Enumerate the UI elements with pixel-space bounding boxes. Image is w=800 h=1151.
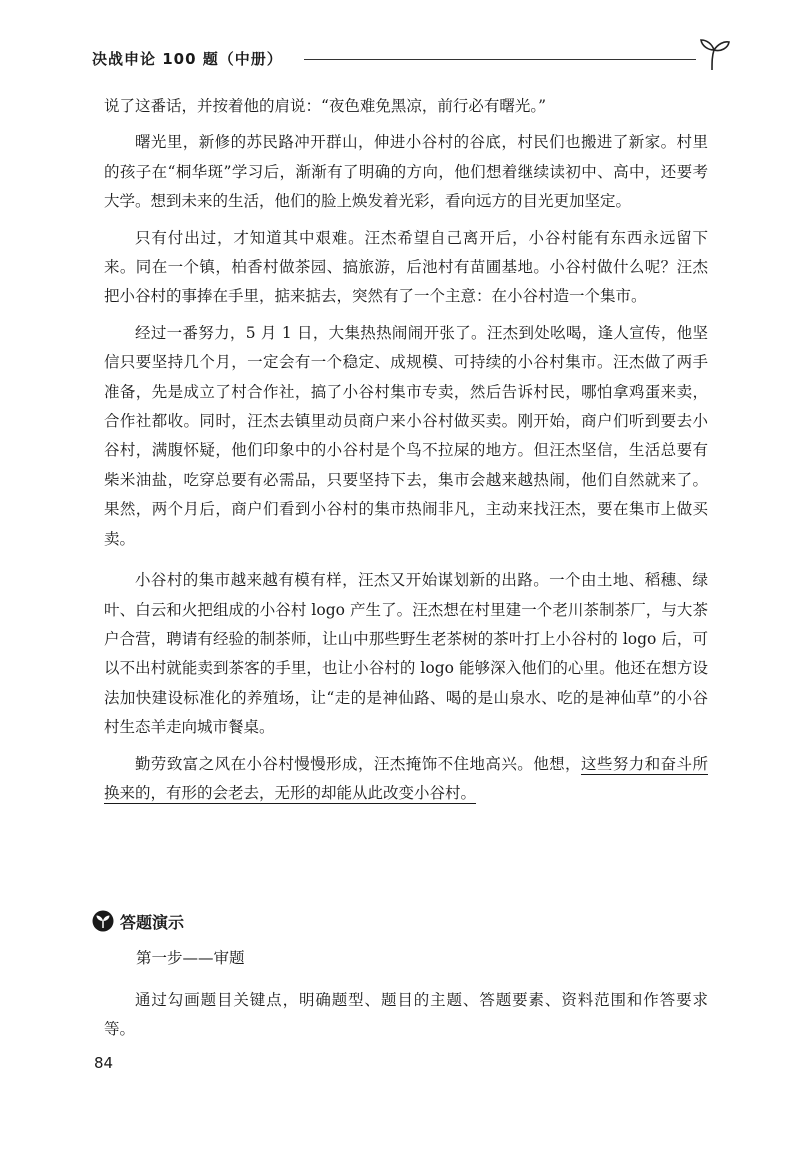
paragraph-1: 说了这番话，并按着他的肩说：“夜色难免黑凉，前行必有曙光。” bbox=[104, 97, 547, 115]
paragraph-6-text: 勤劳致富之风在小谷村慢慢形成，汪杰掩饰不住地高兴。他想， bbox=[135, 754, 581, 773]
paragraph-3: 只有付出过，才知道其中艰难。汪杰希望自己离开后，小谷村能有东西永远留下来。同在一个镇，柏香村做茶园、搞旅游，后池村有苗圃基地。小谷村做什么呢？汪杰把小谷村的事捧在手里，掂来掂去，突然有了一个主意：在小谷村造一个集市。 bbox=[104, 228, 708, 306]
paragraph-2: 曙光里，新修的苏民路冲开群山，伸进小谷村的谷底，村民们也搬进了新家。村里的孩子在“桐华斑”学习后，渐渐有了明确的方向，他们想着继续读初中、高中，还要考大学。想到未来的生活，他们的脸上焕发着光彩，看向远方的目光更加坚定。 bbox=[104, 133, 708, 211]
sprout-icon bbox=[696, 36, 732, 72]
header-title: 决战申论 100 题（中册） bbox=[92, 50, 283, 68]
paragraph-6 bbox=[104, 750, 708, 809]
section-heading bbox=[92, 908, 184, 934]
section-title: 答题演示 bbox=[120, 912, 185, 932]
underlined-sentence: 这些努力和奋斗所换来的，有形的会老去，无形的却能从此改变小谷村。 bbox=[104, 754, 708, 802]
step-body bbox=[104, 986, 708, 1045]
page-header bbox=[92, 36, 732, 76]
sprout-badge-icon bbox=[92, 910, 114, 932]
header-rule bbox=[304, 59, 696, 60]
step-description: 通过勾画题目关键点，明确题型、题目的主题、答题要素、资料范围和作答要求等。 bbox=[104, 991, 708, 1039]
step-title: 第一步——审题 bbox=[136, 949, 245, 967]
paragraph-5: 小谷村的集市越来越有模有样，汪杰又开始谋划新的出路。一个由土地、稻穗、绿叶、白云和火把组成的小谷村 logo 产生了。汪杰想在村里建一个老川茶制茶厂，与大茶户合营，聘请有经验的制茶师，让山中那些野生老茶树的茶叶打上小谷村的 logo 后，可以不出村就能卖到茶客的手里，也让小谷村的 logo 能够深入他们的心里。他还在想方设法加快建设标准化的养殖场，让“走的是神仙路、喝的是山泉水、吃的是神仙草”的小谷村生态羊走向城市餐桌。 bbox=[104, 571, 708, 737]
paragraph-4: 经过一番努力，5 月 1 日，大集热热闹闹开张了。汪杰到处吆喝，逢人宣传，他坚信只要坚持几个月，一定会有一个稳定、成规模、可持续的小谷村集市。汪杰做了两手准备，先是成立了村合作社，搞了小谷村集市专卖，然后告诉村民，哪怕拿鸡蛋来卖，合作社都收。同时，汪杰去镇里动员商户来小谷村做买卖。刚开始，商户们听到要去小谷村，满腹怀疑，他们印象中的小谷村是个鸟不拉屎的地方。但汪杰坚信，生活总要有柴米油盐，吃穿总要有必需品，只要坚持下去，集市会越来越热闹，他们自然就来了。果然，两个月后，商户们看到小谷村的集市热闹非凡，主动来找汪杰，要在集市上做买卖。 bbox=[104, 323, 708, 548]
article-body bbox=[104, 92, 708, 808]
page-number: 84 bbox=[94, 1054, 114, 1072]
